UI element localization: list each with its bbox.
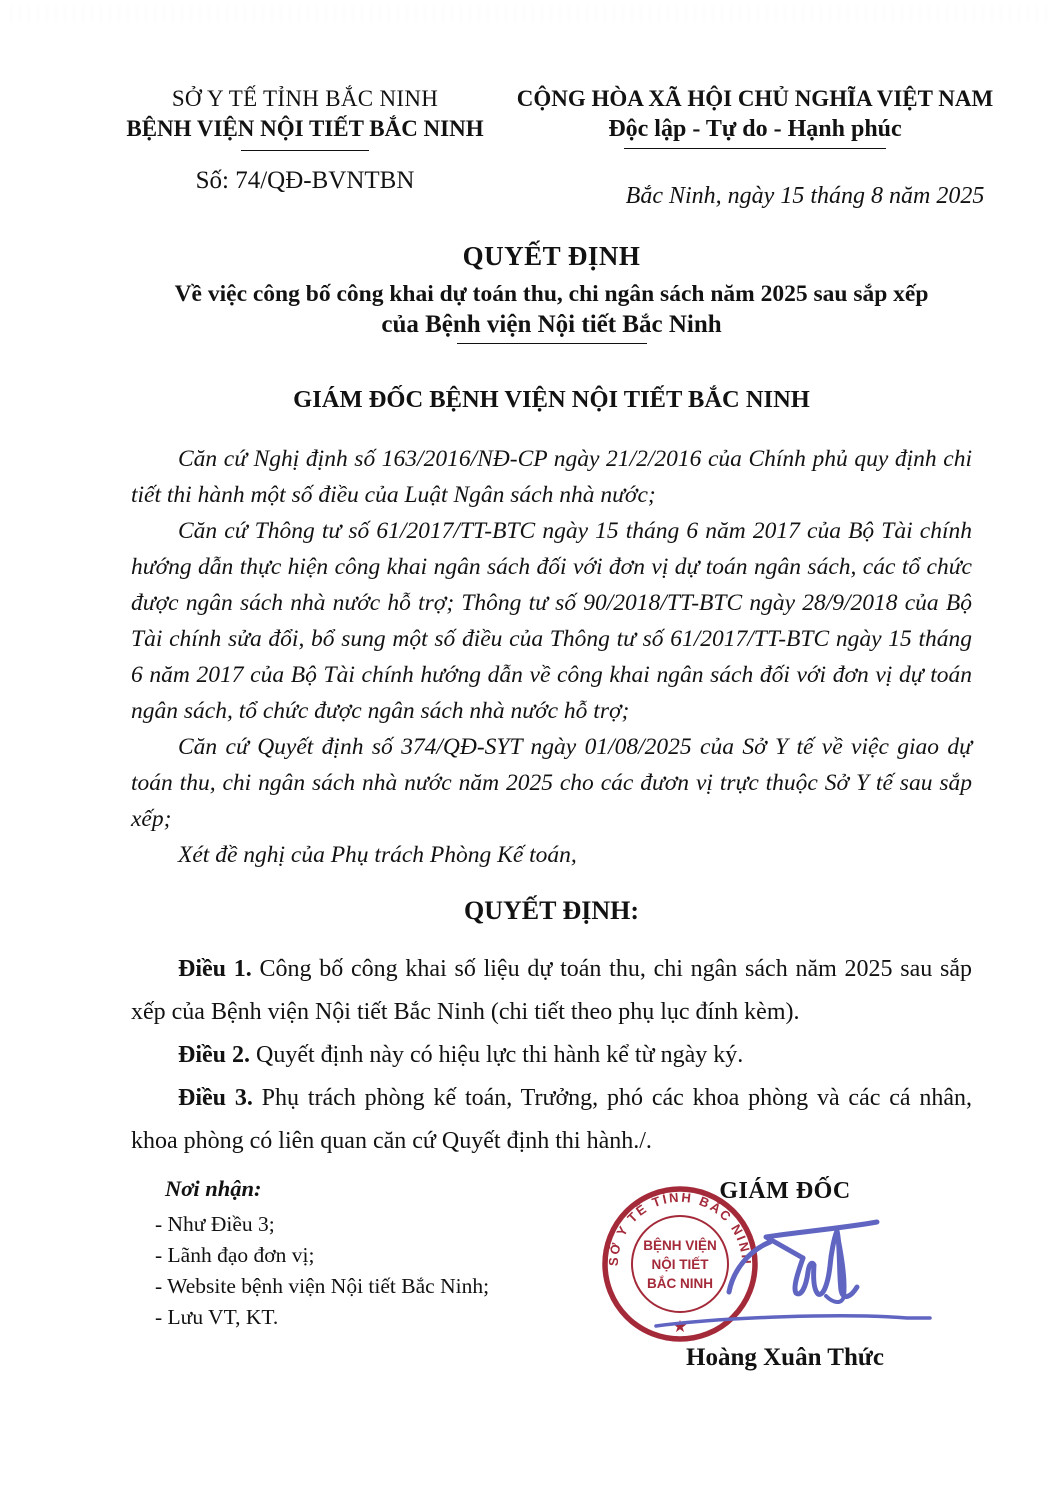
signer-name: Hoàng Xuân Thức <box>686 1344 884 1371</box>
article-1-label: Điều 1. <box>178 956 252 982</box>
parent-agency-name: SỞ Y TẾ TỈNH BẮC NINH <box>171 86 439 111</box>
place-and-date: Bắc Ninh, ngày 15 tháng 8 năm 2025 <box>625 183 985 209</box>
article-2-text: Quyết định này có hiệu lực thi hành kể từ ngày ký. <box>250 1042 744 1068</box>
stamp-center-line2: NỘI TIẾT <box>651 1257 709 1272</box>
scan-noise-artifact <box>10 6 1051 22</box>
article-3-label: Điều 3. <box>178 1085 253 1111</box>
recital-paragraph: Căn cứ Quyết định số 374/QĐ-SYT ngày 01/08/2025 của Sở Y tế về việc giao dự toán thu, chi ngân sách nhà nước năm 2025 cho các đươn vị trực thuộc Sở Y tế sau sắp xếp; <box>131 734 972 832</box>
recital-paragraph: Xét đề nghị của Phụ trách Phòng Kế toán, <box>178 842 577 868</box>
handwritten-signature <box>630 1195 970 1340</box>
motto-separator <box>624 148 886 149</box>
recipients-heading: Nơi nhận: <box>165 1176 262 1201</box>
recipient-item: - Lãnh đạo đơn vị; <box>155 1243 315 1267</box>
hospital-name: BỆNH VIỆN NỘI TIẾT BẮC NINH <box>126 116 484 141</box>
recipients-block <box>155 1176 575 1333</box>
issuing-authority-line: GIÁM ĐỐC BỆNH VIỆN NỘI TIẾT BẮC NINH <box>293 386 810 413</box>
article-2-label: Điều 2. <box>178 1042 250 1068</box>
articles-section <box>131 948 972 1163</box>
stamp-center-line3: BẮC NINH <box>647 1276 713 1291</box>
legal-basis-section <box>131 441 972 873</box>
motto-line: Độc lập - Tự do - Hạnh phúc <box>608 116 902 142</box>
header-left-separator <box>241 150 369 151</box>
signer-position-title: GIÁM ĐỐC <box>719 1178 851 1204</box>
document-subject-line2: của Bệnh viện Nội tiết Bắc Ninh <box>381 311 722 338</box>
recipient-item: - Lưu VT, KT. <box>155 1305 279 1329</box>
stamp-star-icon: ★ <box>672 1317 688 1336</box>
stamp-ring-text: SỞ Y TẾ TỈNH BẮC NINH <box>605 1189 755 1267</box>
recital-paragraph: Căn cứ Thông tư số 61/2017/TT-BTC ngày 15 tháng 6 năm 2017 của Bộ Tài chính hướng dẫn thực hiện công khai ngân sách đối với đơn vị dự toán ngân sách, các tổ chức được ngân sách nhà nước hỗ trợ; Thông tư số 90/2018/TT-BTC ngày 28/9/2018 của Bộ Tài chính sửa đổi, bổ sung một số điều của Thông tư số 61/2017/TT-BTC ngày 15 tháng 6 năm 2017 của Bộ Tài chính hướng dẫn về công khai ngân sách đối với đơn vị dự toán ngân sách, tổ chức được ngân sách nhà nước hỗ trợ; <box>131 518 972 724</box>
recipients-list <box>155 1209 575 1333</box>
recital-paragraph: Căn cứ Nghị định số 163/2016/NĐ-CP ngày 21/2/2016 của Chính phủ quy định chi tiết thi hành một số điều của Luật Ngân sách nhà nước; <box>131 446 972 508</box>
decides-heading: QUYẾT ĐỊNH: <box>463 896 640 925</box>
article-2 <box>131 1034 972 1077</box>
recipient-item: - Website bệnh viện Nội tiết Bắc Ninh; <box>155 1274 490 1298</box>
document-subject-line1: Về việc công bố công khai dự toán thu, chi ngân sách năm 2025 sau sắp xếp <box>174 281 929 307</box>
document-number: Số: 74/QĐ-BVNTBN <box>195 167 415 194</box>
article-3 <box>131 1077 972 1163</box>
issuing-agency-block <box>105 86 505 195</box>
article-1-text: Công bố công khai số liệu dự toán thu, chi ngân sách năm 2025 sau sắp xếp của Bệnh viện Nội tiết Bắc Ninh (chi tiết theo phụ lục đính kèm). <box>131 956 973 1025</box>
article-1 <box>131 948 972 1034</box>
recipient-item: - Như Điều 3; <box>155 1212 275 1236</box>
article-3-text: Phụ trách phòng kế toán, Trưởng, phó các khoa phòng và các cá nhân, khoa phòng có liên quan căn cứ Quyết định thi hành./. <box>131 1085 973 1154</box>
republic-title: CỘNG HÒA XÃ HỘI CHỦ NGHĨA VIỆT NAM <box>516 86 994 111</box>
title-separator <box>457 343 647 344</box>
document-type-title: QUYẾT ĐỊNH <box>462 241 641 271</box>
document-title-block <box>131 241 972 344</box>
national-motto-block <box>515 86 995 149</box>
stamp-center-line1: BỆNH VIỆN <box>643 1238 717 1253</box>
